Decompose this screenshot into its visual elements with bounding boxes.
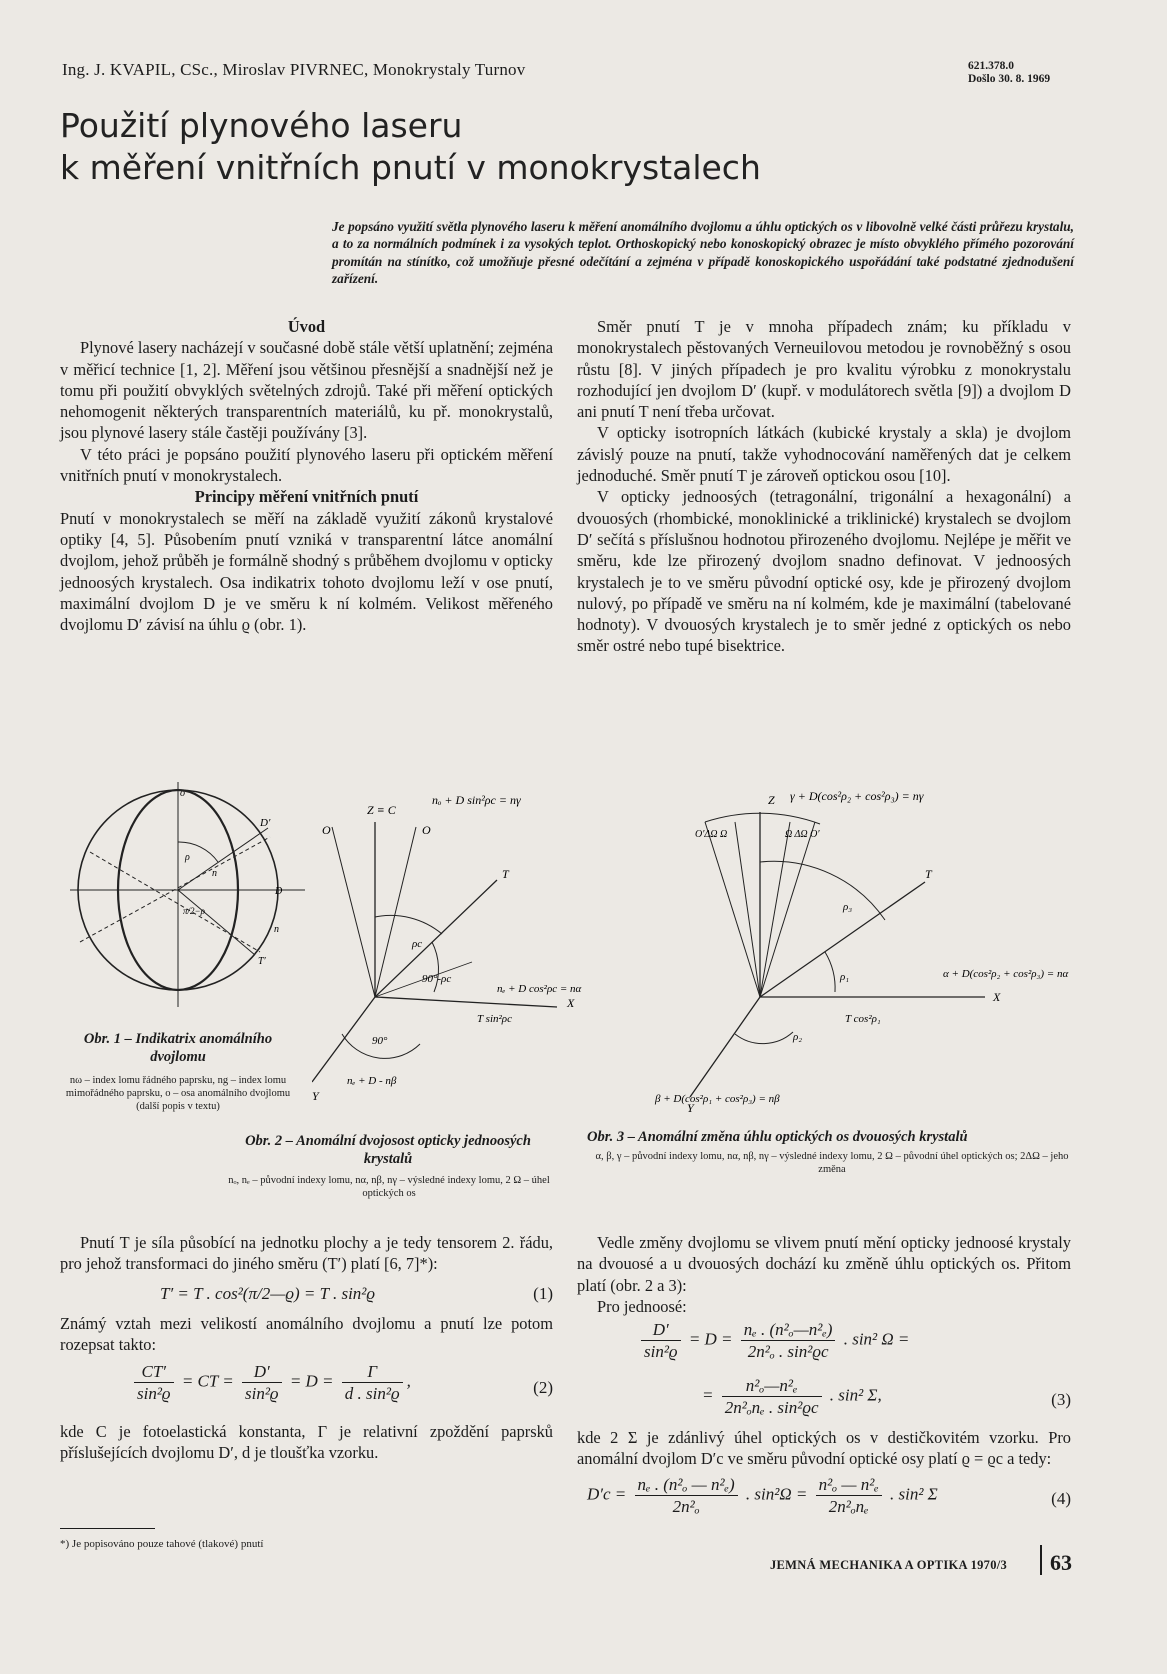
eq2-frac3-den: d . sin²ϱ [344, 1384, 400, 1404]
svg-text:T′: T′ [258, 956, 266, 967]
figure-3-caption: Obr. 3 – Anomální změna úhlu optických os dvouosých krystalů [587, 1129, 968, 1145]
svg-text:T sin²ρc: T sin²ρc [477, 1013, 512, 1025]
svg-text:Ω ΔΩ O′: Ω ΔΩ O′ [785, 829, 820, 840]
paragraph: Plynové lasery nacházejí v současné době stále větší uplatnění; zejména v měřicí technice [1, 2]. Měření jsou většinou přesnější a snadnější než je tomu při použití obvyklých světelných zdrojů. Také při měření optických nehomogenit některých transparentních materiálů, ku př. monokrystalů, jsou plynové lasery stále častěji používány [3]. [60, 338, 553, 443]
footnote-rule [60, 1528, 155, 1529]
svg-text:n: n [274, 924, 279, 935]
left-column-lower [60, 1232, 553, 1464]
figure-2-legend: nₒ, nₑ – původní indexy lomu, nα, nβ, nγ – výsledné indexy lomu, 2 Ω – úhel optických os [228, 1175, 550, 1199]
svg-text:O′ΔΩ Ω: O′ΔΩ Ω [695, 829, 728, 840]
equation-2-number: (2) [533, 1378, 553, 1398]
eq2-frac2-den: sin²ϱ [245, 1384, 279, 1404]
equation-3: $\frac{D'}{\text{sin²ϱ}}$ = D = $\frac{\text{nₑ . (n²ₒ—n²ₑ)}}{\text{2n²ₒ . sin²ϱc}}$ . sin² Ω = = $\frac{\text{n²ₒ—n²ₑ}}{\text{2n²ₒnₑ . sin²ϱc}}$ . sin² Σ, (3) [577, 1317, 1071, 1427]
svg-text:X: X [993, 990, 1001, 1004]
paragraph: Směr pnutí T je v mnoha případech znám; ku příkladu v monokrystalech pěstovaných Verneuilovou metodou je rovnoběžný s osou růstu [8]. V jiných případech je pro kvalitu výrobku z monokrystalu rozhodující jen dvojlom D′ (kupř. v modulátorech světla [9]) a dvojlom D ani pnutí T není třeba určovat. [577, 317, 1071, 422]
page-number: 63 [1050, 1550, 1072, 1575]
svg-text:T: T [925, 867, 932, 881]
figure-2-caption: Obr. 2 – Anomální dvojosost opticky jednoosých krystalů [245, 1133, 531, 1167]
equation-1-body: T′ = T . cos²(π/2—ϱ) = T . sin²ϱ [160, 1283, 376, 1303]
left-column-upper [60, 316, 553, 635]
paragraph: Pnutí T je síla působící na jednotku plochy a je tedy tensorem 2. řádu, pro jehož transformaci do jiného směru (T′) platí [6, 7]*): [60, 1233, 553, 1274]
authors-line: Ing. J. KVAPIL, CSc., Miroslav PIVRNEC, Monokrystaly Turnov [62, 60, 526, 79]
svg-text:X: X [567, 996, 575, 1010]
svg-text:ρ₁: ρ₁ [840, 971, 850, 983]
received-date: Došlo 30. 8. 1969 [968, 73, 1051, 85]
svg-text:O: O [422, 823, 431, 837]
paragraph: kde C je fotoelastická konstanta, Γ je relativní zpoždění paprsků příslušejících dvojlomu D′, d je tloušťka vzorku. [60, 1422, 553, 1463]
eq2-frac3-num: Γ [342, 1361, 403, 1383]
svg-text:Z: Z [768, 793, 775, 807]
paragraph: Vedle změny dvojlomu se vlivem pnutí mění opticky jednoosé krystaly na dvouosé a u dvouosých dochází ku změně úhlu optických os. Přitom platí (obr. 2 a 3): [577, 1233, 1071, 1295]
eq2-mid2: = D = [289, 1371, 334, 1391]
svg-text:Y: Y [687, 1101, 694, 1115]
paragraph: Pro jednoosé: [597, 1296, 687, 1316]
svg-text:nₑ + D - nβ: nₑ + D - nβ [347, 1075, 397, 1087]
svg-text:T cos²ρ₁: T cos²ρ₁ [845, 1013, 881, 1025]
footnote: *) Je popisováno pouze tahové (tlakové) pnutí [60, 1538, 264, 1550]
eq2-frac2-num: D′ [242, 1361, 282, 1383]
svg-text:D: D [275, 886, 283, 897]
svg-text:α + D(cos²ρ₂ + cos²ρ₃) = nα: α + D(cos²ρ₂ + cos²ρ₃) = nα [943, 968, 1069, 980]
svg-text:ρc: ρc [412, 938, 423, 950]
figure-1-legend: nω – index lomu řádného paprsku, ng – index lomu mimořádného paprsku, o – osa anomálního dvojlomu (další popis v textu) [65, 1075, 291, 1112]
svg-text:π/2−ρ: π/2−ρ [183, 906, 205, 916]
svg-text:D′: D′ [260, 817, 271, 829]
page-divider [1040, 1545, 1042, 1575]
svg-text:90°: 90° [372, 1035, 388, 1047]
equation-4: D′c = $\frac{\text{nₑ . (n²ₒ — n²ₑ)}}{\text{2n²ₒ}}$ . sin²Ω = $\frac{\text{n²ₒ — n²ₑ}}{\text{2n²ₒnₑ}}$ . sin² Σ (4) [587, 1474, 1071, 1517]
svg-text:O: O [322, 823, 331, 837]
heading-intro: Úvod [287, 317, 326, 336]
abstract: Je popsáno využití světla plynového laseru k měření anomálního dvojlomu a úhlu optických os v libovolně velké části průřezu krystalu, a to za normálních podmínek i za vysokých teplot. Orthoskopický nebo konoskopický obrazec je místo obvyklého přímého pozorování promítán na stínítko, což umožňuje přesné odečítání a zejména v případě konoskopického uspořádání také podstatné zjednodušení zařízení. [332, 219, 1074, 286]
svg-text:nₑ + D cos²ρc = nα: nₑ + D cos²ρc = nα [497, 983, 582, 995]
figure-2-anomalous-biaxiality [312, 782, 622, 1102]
heading-principles: Principy měření vnitřních pnutí [194, 487, 419, 507]
paragraph: kde 2 Σ je zdánlivý úhel optických os v destičkovitém vzorku. Pro anomální dvojlom D′c ve směru původní optické osy platí ϱ = ϱc a tedy: [577, 1428, 1071, 1469]
figure-3-biaxial-angle-change [585, 782, 1075, 1117]
svg-text:T: T [502, 867, 509, 881]
svg-text:β + D(cos²ρ₁ + cos²ρ₃) = nβ: β + D(cos²ρ₁ + cos²ρ₃) = nβ [655, 1093, 780, 1105]
svg-text:ρ₃: ρ₃ [843, 901, 853, 913]
paragraph: V opticky isotropních látkách (kubické krystaly a skla) je dvojlom závislý pouze na pnutí, takže vyhodnocování naměřených dat je celkem jednoduché. Směr pnutí T je zároveň optickou osou [10]. [577, 423, 1071, 486]
figure-1-indicatrix [60, 782, 310, 1027]
title-line-2: k měření vnitřních pnutí v monokrystalech [60, 148, 761, 187]
svg-text:Z ≡ C: Z ≡ C [367, 803, 396, 817]
figure-1-caption: Obr. 1 – Indikatrix anomálního dvojlomu [83, 1031, 273, 1065]
svg-text:o: o [180, 788, 185, 799]
svg-text:90°-ρc: 90°-ρc [422, 973, 452, 985]
paragraph: V opticky jednoosých (tetragonální, trigonální a hexagonální) a dvouosých (rhombické, monoklinické a triklinické) krystalech se dvojlom D′ sečítá s příslušnou hodnotou přirozeného dvojlomu. Nejlépe je měřit ve směru, kde lze přirozený dvojlom snadno definovat. V jednoosých krystalech je to ve směru původní optické osy, kde je přirozený dvojlom nulový, po případě ve směru na ní kolmém, kde je maximální (tabelované hodnoty). V dvouosých krystalech je to směr jedné z optických os nebo směr ostré nebo tupé bisektrice. [577, 487, 1071, 656]
eq2-frac1-num: CT′ [134, 1361, 174, 1383]
paragraph: Pnutí v monokrystalech se měří na základě využití zákonů krystalové optiky [4, 5]. Působením pnutí vzniká v transparentní látce anomální dvojlom, jehož průběh je formálně shodný s průběhem dvojlomu v opticky jednoosých krystalech. Osa indikatrix tohoto dvojlomu leží v ose pnutí, maximální dvojlom D je ve směru k ní kolmém. Velikost měřeného dvojlomu D′ závisí na úhlu ϱ (obr. 1). [60, 508, 553, 635]
svg-text:ρ: ρ [185, 852, 190, 863]
right-column-lower [577, 1232, 1071, 1526]
figure-3-legend: α, β, γ – původní indexy lomu, nα, nβ, nγ – výsledné indexy lomu, 2 Ω – původní úhel optických os; 2ΔΩ – jeho změna [595, 1151, 1069, 1175]
svg-text:γ + D(cos²ρ₂ + cos²ρ₃) = nγ: γ + D(cos²ρ₂ + cos²ρ₃) = nγ [790, 789, 924, 803]
equation-1 [60, 1275, 553, 1313]
equation-3-number: (3) [1051, 1390, 1071, 1410]
equation-1-number: (1) [533, 1283, 553, 1303]
udc-code: 621.378.0 [968, 60, 1014, 72]
title-line-1: Použití plynového laseru [60, 106, 463, 145]
equation-2: $\frac{CT'}{\text{sin²ϱ}}$ = CT = $\frac{D'}{\text{sin²ϱ}}$ = D = $\frac{\Gamma}{\text{d . sin²ϱ}}$ , (2) [60, 1355, 553, 1421]
svg-text:ρ₂: ρ₂ [793, 1031, 803, 1043]
journal-name: JEMNÁ MECHANIKA A OPTIKA 1970/3 [770, 1558, 1008, 1572]
article-title [60, 105, 761, 189]
eq2-mid: = CT = [181, 1371, 234, 1391]
equation-4-number: (4) [1051, 1488, 1071, 1508]
udc-block [968, 60, 1050, 86]
svg-text:n: n [212, 868, 217, 879]
right-column-upper [577, 316, 1071, 657]
svg-text:Y: Y [312, 1089, 319, 1102]
eq2-frac1-den: sin²ϱ [137, 1384, 171, 1404]
paragraph: Známý vztah mezi velikostí anomálního dvojlomu a pnutí lze potom rozepsat takto: [60, 1313, 553, 1354]
svg-text:nₒ + D sin²ρc = nγ: nₒ + D sin²ρc = nγ [432, 793, 521, 807]
paragraph: V této práci je popsáno použití plynového laseru při optickém měření vnitřních pnutí v monokrystalech. [60, 444, 553, 486]
